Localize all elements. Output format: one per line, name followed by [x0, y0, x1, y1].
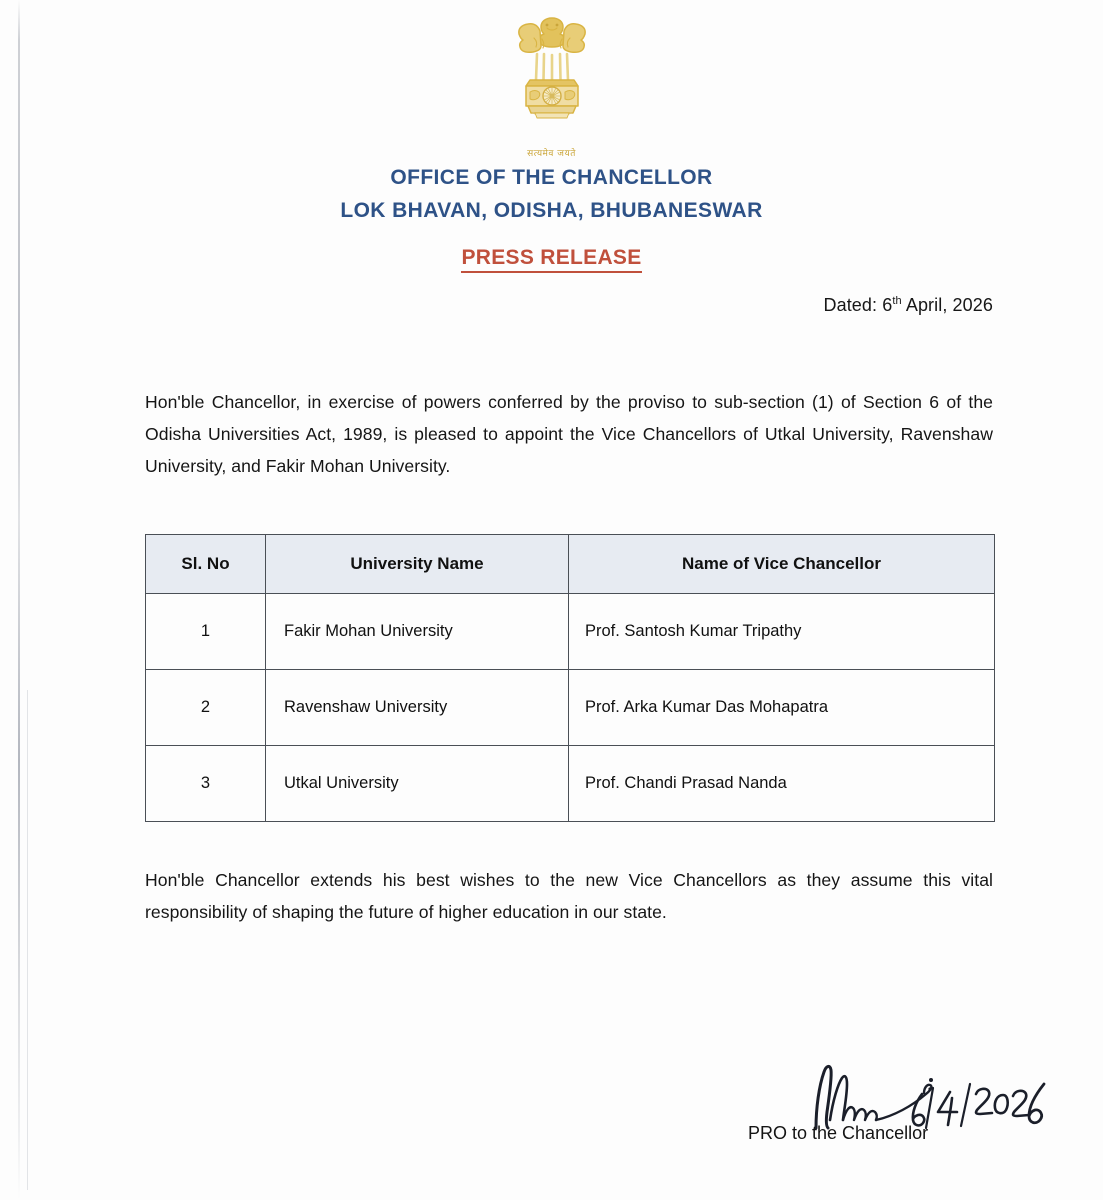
table-row — [146, 670, 995, 746]
table-header — [146, 535, 995, 594]
vice-chancellors-table — [145, 534, 995, 822]
date-rest: April, 2026 — [901, 295, 993, 315]
column-header-sl-no: Sl. No — [146, 535, 266, 594]
emblem-motto: सत्यमेव जयते — [527, 149, 576, 159]
column-header-vice-chancellor: Name of Vice Chancellor — [569, 535, 995, 594]
table-row — [146, 746, 995, 822]
closing-paragraph: Hon'ble Chancellor extends his best wishes to the new Vice Chancellors as they assume this vital responsibility of shaping the future of higher education in our state. — [145, 870, 993, 922]
date-line — [823, 295, 993, 316]
cell-university: Fakir Mohan University — [266, 594, 569, 670]
date-label: Dated: — [823, 295, 878, 315]
column-header-university-name: University Name — [266, 535, 569, 594]
cell-vice-chancellor: Prof. Arka Kumar Das Mohapatra — [569, 670, 995, 746]
table-header-row — [146, 535, 995, 594]
date-ordinal: th — [892, 295, 902, 307]
intro-paragraph: Hon'ble Chancellor, in exercise of powers conferred by the proviso to sub-section (1) of Section 6 of the Odisha Universities Act, 1989, is pleased to appoint the Vice Chancellors of Utkal University, Ravenshaw University, and Fakir Mohan University. — [145, 392, 993, 476]
press-release-title: PRESS RELEASE — [461, 246, 641, 273]
address-heading: LOK BHAVAN, ODISHA, BHUBANESWAR — [340, 199, 763, 222]
cell-sl-no: 3 — [146, 746, 266, 822]
national-emblem — [0, 8, 1103, 159]
ashoka-lion-capital-emblem — [504, 8, 600, 148]
cell-university: Ravenshaw University — [266, 670, 569, 746]
signature-caption: PRO to the Chancellor — [748, 1123, 929, 1143]
signature-block — [745, 1050, 1065, 1170]
cell-sl-no: 1 — [146, 594, 266, 670]
cell-university: Utkal University — [266, 746, 569, 822]
cell-sl-no: 2 — [146, 670, 266, 746]
scan-edge-artifact-secondary — [27, 690, 28, 1190]
date-day: 6 — [882, 295, 893, 315]
cell-vice-chancellor: Prof. Chandi Prasad Nanda — [569, 746, 995, 822]
cell-vice-chancellor: Prof. Santosh Kumar Tripathy — [569, 594, 995, 670]
table-body — [146, 594, 995, 822]
press-release-title-wrap — [0, 246, 1103, 270]
office-heading: OFFICE OF THE CHANCELLOR — [390, 166, 713, 189]
table-row — [146, 594, 995, 670]
